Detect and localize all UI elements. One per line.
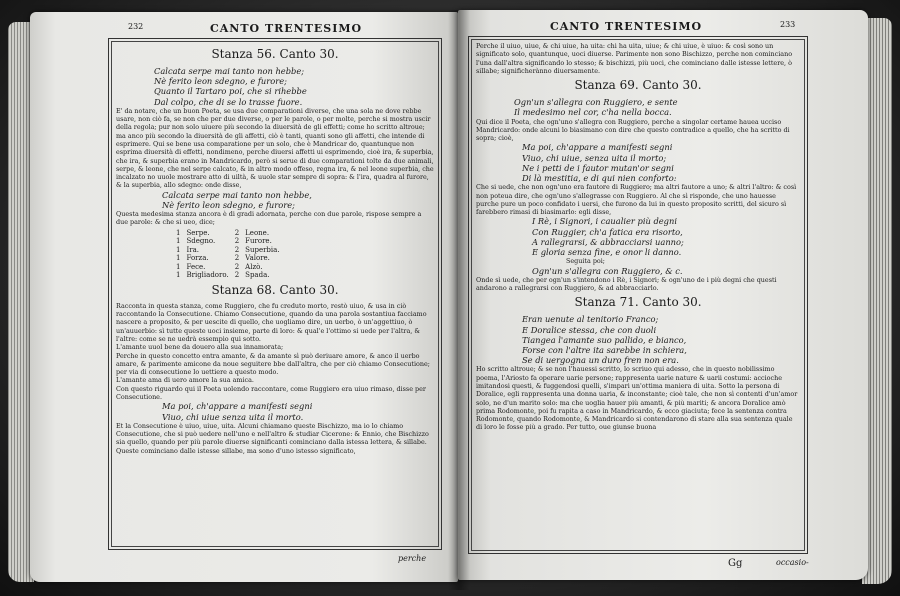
commentary-paragraph: E' da notare, che un buon Poeta, se usa due comparationi diverse, che una sola ne dove rebbe usare, non ciò fa, se non che per due diverse, o per le parole, o per molte, perche si mostra uscir della regola; pur non solo uiuere più secondo la diuersità de gli effetti; come ho scritto altroue; ma anco più secondo la diuersità de gli affetti, ciò è tanti, quanti sono gli affetti, che intende di esprimere. Qui se bene usa comparatione per un solo, che è Mandricar do, quantunque non esprima diuersità di effetti, nondimeno, perche diuersi affetti ui esprimendo, cioè ira, & superbia, che ira, & superbia erano in Mandricardo, però si serue di due comparationi tolte da due animali, serpe, & leone, che nel serpe calcato, & in altro modo offeso, regna ira, & nel leone superbia, che incalzato no uuole mostrare atto di uiltà, & uuole star sempre di sopra: & l'ira, quadra al furore, & la superbia, allo sdegno: onde disse, (116, 106, 434, 190)
right-running-head: CANTO TRENTESIMO (550, 20, 703, 33)
verse-line: Con Ruggier, ch'a fatica era risorto, (532, 226, 683, 237)
verse-line: Di là mestitia, e di qui nien conforto: (522, 173, 677, 184)
table-cell: Fece. (186, 262, 206, 271)
commentary-line: Con questo riguardo qui il Poeta uolendo raccontare, come Ruggiero era uiuo rimaso, disse per Consecutione. (116, 384, 426, 402)
seguita-label: Seguita poi; (566, 257, 605, 266)
verse-line: Nè ferito leon sdegno, e furore; (162, 199, 295, 210)
verse-line: E gloria senza fine, e onor li danno. (532, 247, 682, 258)
verse-line: Ma poi, ch'appare a manifesti segni (522, 142, 673, 153)
table-cell: Furore. (245, 237, 272, 246)
table-row (176, 271, 286, 280)
verse-line: Quanto il Tartaro poi, che si rihebbe (154, 86, 307, 97)
stanza-68-heading: Stanza 68. Canto 30. (211, 282, 339, 297)
commentary-paragraph: Ho scritto altroue; & se non l'hauessi scritto, lo scriuo qui adesso, che in questo nobilissimo poema, l'Ariosto fa operare uarie persone; rappresenta uarie nature & uarii costumi: accioche imitandosi questi, & fuggendosi quelli, s'impari un'ottima maniera di uita. Sotto la persona di Doralice, egli rappresenta una donna uaria, & inconstante; cioè tale, che non sì contenti d'un'amor solo, ne d'un marito solo: ma che uoglia hauer più amanti, & più mariti; & ancora Doralice amò prima Rodomonte, poi fu rapita a caso in Mandricardo, & ecco giaciuta; fece la sentenza contra Rodomonte, quando Rodomonte, & Mandricardo si contendarono di stare alla sua sentenza quale di loro le fosse più a grado. Per tutto, oue giunse buona (476, 365, 798, 432)
verse-line: Viuo, chi uiue senza uita il morto. (162, 411, 304, 422)
book-gutter (448, 10, 470, 590)
verse-line: Calcata serpe mai tanto non hebbe, (162, 189, 312, 200)
comparison-table (176, 229, 286, 280)
table-cell: 2 (234, 262, 240, 271)
table-cell: Forza. (186, 254, 209, 263)
table-cell: 1 (176, 237, 181, 246)
right-text-block (476, 42, 800, 432)
table-cell: 2 (234, 245, 240, 254)
table-cell: Spada. (245, 271, 270, 280)
verse-line: Dal colpo, che di se lo trasse fuore. (154, 96, 303, 107)
commentary-paragraph: Questa medesima stanza ancora è di gradi adornata, perche con due parole, rispose sempre a due parole: & che si ueo, dice; (116, 210, 422, 227)
verse-line: Eran uenute al tenitorio Franco; (522, 314, 659, 325)
verse-line: Forse con l'altre ita sarebbe in schiera, (522, 345, 687, 355)
table-cell: 2 (234, 271, 240, 280)
left-text-block (116, 44, 434, 455)
table-cell: 1 (176, 254, 181, 263)
table-cell: Leone. (245, 228, 270, 237)
table-cell: 2 (234, 237, 240, 246)
verse-line: Tiangea l'amante suo pallido, e bianco, (522, 334, 687, 345)
verse-line: Ogn'un s'allegra con Ruggiero, e sente (514, 97, 678, 108)
commentary-line: L'amante ama di uero amore la sua amica. (116, 376, 254, 385)
left-catchword: perche (398, 554, 427, 563)
right-page-number: 233 (780, 20, 796, 29)
table-row (176, 246, 286, 255)
table-cell: Brigliadoro. (186, 271, 229, 280)
right-page (458, 10, 868, 580)
table-cell: Sdegno. (186, 237, 216, 246)
commentary-paragraph: Racconta in questa stanza, come Ruggiero, che fu creduto morto, restò uiuo, & usa in ciò raccontando la Consecutione. Chiamo Consecutione, quando da una parola sostantiua facciamo nascere a proposito, & per uescite di quello, che uogliamo dire, un uerbo, ò un'aggettiuo, ò un'auuerbio: sì tutte queste uoci insieme, parte di loro: & qual'e l'ottimo si uede per l'altra, & l'altre: come se ne uedrà essempio qui sotto. (116, 301, 427, 343)
commentary-paragraph: Onde sì uede, che per ogn'un s'intendono i Rè, i Signori; & ogn'uno de i più degni che questi andarono a rallegrarsi con Ruggiero, & ad abbracciarlo. (476, 275, 777, 293)
table-cell: Superbia. (245, 245, 280, 254)
stanza-56-heading: Stanza 56. Canto 30. (211, 47, 339, 61)
verse-line: A rallegrarsi, & abbracciarsi uanno; (532, 236, 684, 247)
table-row (176, 237, 286, 246)
left-page (30, 12, 458, 582)
verse-line: Il medesimo nel cor, c'ha nella bocca. (514, 107, 672, 118)
table-cell: 1 (176, 228, 181, 237)
table-row (176, 254, 286, 263)
table-row (176, 229, 286, 238)
verse-line: Viuo, chi uiue, senza uita il morto; (522, 152, 667, 163)
commentary-line: Perche in questo concetto entra amante, & da amante sì può deriuare amore, & anco il uerbo amare, & parimente amicone da noue seguitere bbe dall'altra, che per ciò chiamo Consecutione; per via di consecutione lo uettiere a questo modo. (116, 351, 430, 377)
table-cell: Alzò. (245, 262, 263, 271)
signature-mark: Gg (728, 558, 743, 569)
commentary-paragraph: Et la Consecutione è uiuo, uiue, uita. Alcuni chiamano queste Bischizzo, ma io lo chiamo Consecutione, che si può uedere nell'uno e nell'altro & studiar Cicerone: & Ennio, che Bischizzo sia quello, quando per più parole diuerse significanti cominciano dalla istessa lettera, & sillabe. Queste cominciano dalle istesse sillabe, ma sono d'uno istesso significato, (116, 421, 429, 455)
table-cell: Valore. (245, 254, 270, 263)
table-cell: Ira. (186, 245, 199, 254)
stanza-69-heading: Stanza 69. Canto 30. (574, 78, 702, 93)
verse-line: Calcata serpe mai tanto non hebbe; (154, 66, 305, 76)
commentary-line: L'amante uuol bene da douero alla sua innamorata; (116, 343, 284, 352)
verse-line: Nè ferito leon sdegno, e furore; (154, 76, 287, 87)
table-cell: 1 (176, 245, 181, 254)
stanza-71-heading: Stanza 71. Canto 30. (574, 295, 702, 310)
table-row (176, 263, 286, 272)
verse-line: Ogn'un s'allegra con Ruggiero, & c. (532, 265, 683, 276)
commentary-paragraph: Perche il uiuo, uiue, & chi uiue, ha uita: chi ha uita, uiue; & chi uiue, è uiuo: & così sono un significato solo, quantunque, uoci diuerse. Parimente non sono Bischizzo, perche non cominciano l'una dall'altra significando lo stesso; & bischizzi, più uoci, che cominciano dalle istesse lettere, ò sillabe; significherànno diuersamente. (476, 42, 793, 75)
verse-line: Ma poi, ch'appare a manifesti segni (162, 401, 313, 412)
right-catchword: occasio- (776, 558, 809, 567)
left-running-head: CANTO TRENTESIMO (210, 22, 363, 35)
table-cell: 2 (234, 228, 240, 237)
verse-line: Ne i petti de i fautor mutan'or segni (522, 162, 674, 173)
table-cell: 1 (176, 262, 181, 271)
left-page-number: 232 (128, 22, 144, 31)
commentary-paragraph: Qui dice il Poeta, che ogn'uno s'allegra con Ruggiero, perche a singolar certame hauea ucciso Mandricardo: onde alcuni lo biasimano con dire che questo contradice a quello, che ha scritto di sopra; cioè, (476, 117, 790, 143)
verse-line: I Rè, i Signori, i caualier più degni (532, 216, 677, 227)
table-cell: 1 (176, 271, 181, 280)
verse-line: Se di uergogna un duro fren non era. (522, 355, 679, 366)
commentary-paragraph: Che si uede, che non ogn'uno era fautore di Ruggiero; ma altri fautore a uno; & altri l'altro: & così non poteua dire, che ogn'uno s'allegrasse con Ruggiero. Al che sì risponde, che uno hauesse purche pure un poco confidato i uersi, che furono da lui in questo proposito scritti, del sicuro sì farebbero rimasi di biasimarlo: egli disse, (476, 183, 797, 217)
table-cell: 2 (234, 254, 240, 263)
table-cell: Serpe. (186, 228, 210, 237)
verse-line: E Doralice stessa, che con duoli (522, 324, 657, 335)
